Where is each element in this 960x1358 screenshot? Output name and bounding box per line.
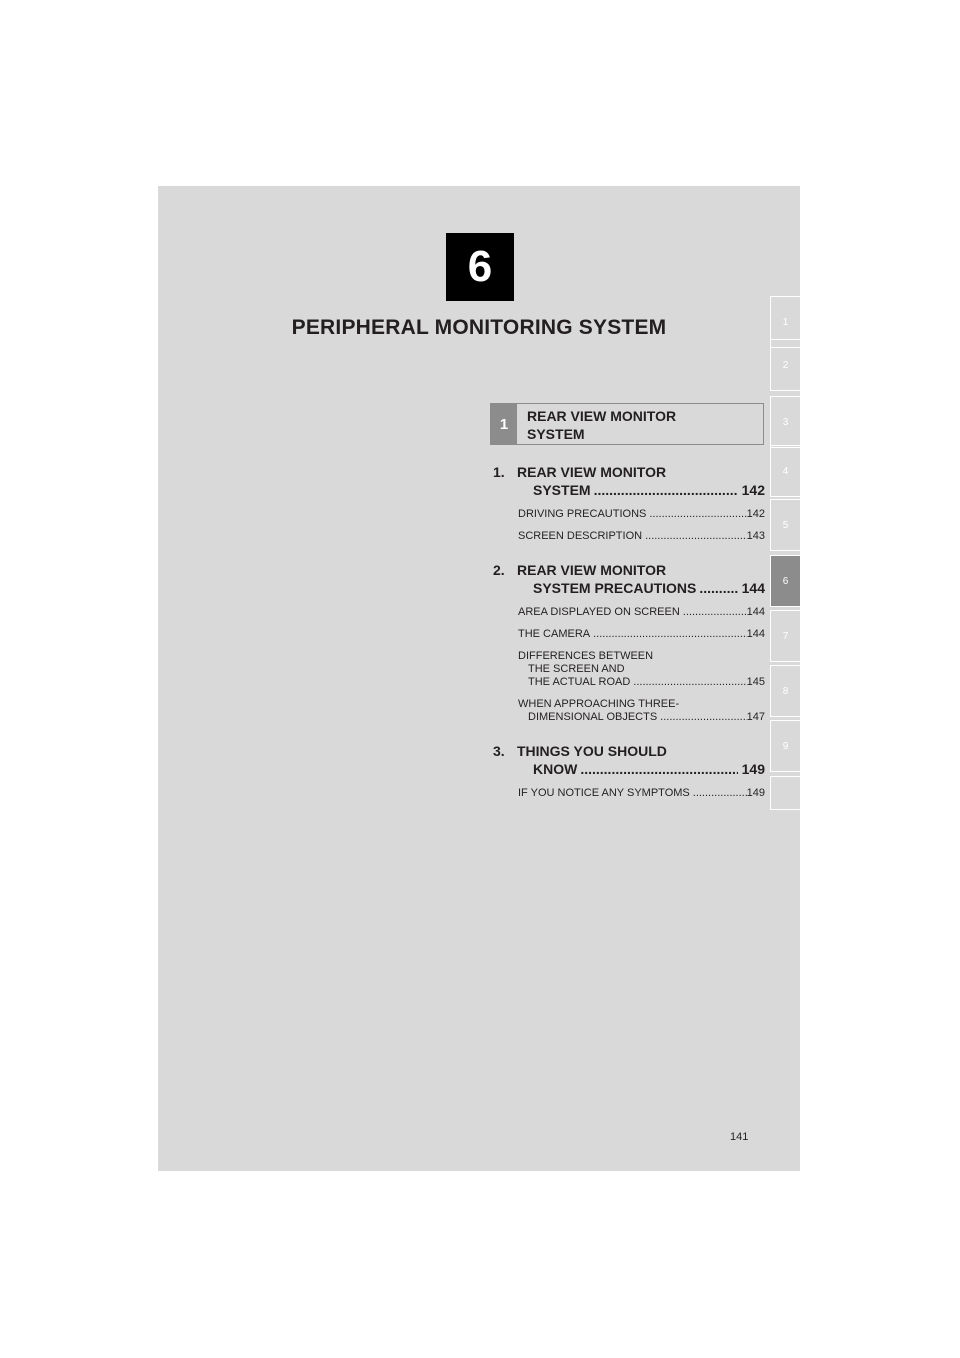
- toc-entry-title-line2: SYSTEM: [533, 482, 591, 498]
- toc-subentry[interactable]: [493, 606, 765, 619]
- dot-leader: [630, 676, 746, 689]
- toc-subentry-title: DRIVING PRECAUTIONS: [518, 508, 647, 520]
- toc-entry-2[interactable]: [493, 561, 765, 597]
- toc-subentry-page: 143: [746, 530, 765, 542]
- toc-subentry-page: 144: [746, 606, 765, 618]
- tab-5[interactable]: 5: [770, 499, 800, 551]
- toc-subentry-title-line3: THE ACTUAL ROAD: [528, 676, 631, 688]
- toc-page: 149: [741, 761, 765, 777]
- dot-leader: [680, 606, 747, 619]
- table-of-contents: [493, 463, 765, 800]
- dot-leader: [690, 787, 747, 800]
- toc-subentry-title: AREA DISPLAYED ON SCREEN: [518, 606, 680, 618]
- toc-subentry-page: 149: [746, 787, 765, 799]
- tab-8[interactable]: 8: [770, 665, 800, 717]
- toc-subentry-page: 142: [746, 508, 765, 520]
- tab-2[interactable]: 2: [770, 339, 800, 391]
- tab-4[interactable]: 4: [770, 445, 800, 497]
- toc-entry-title-line1: REAR VIEW MONITOR: [517, 464, 667, 480]
- section-header: [490, 403, 764, 445]
- toc-subentry[interactable]: [493, 628, 765, 641]
- toc-entry-3[interactable]: [493, 742, 765, 778]
- chapter-number-box: [446, 233, 514, 301]
- toc-entry-title-line1: REAR VIEW MONITOR: [517, 562, 667, 578]
- toc-subentry-page: 147: [746, 711, 765, 723]
- tab-3[interactable]: 3: [770, 396, 800, 448]
- tab-1[interactable]: 1: [770, 296, 800, 348]
- toc-entry-title-line1: THINGS YOU SHOULD: [517, 743, 667, 759]
- toc-subentry[interactable]: [493, 530, 765, 543]
- toc-entry-title-line2: SYSTEM PRECAUTIONS: [533, 580, 697, 596]
- toc-entry-number: 3.: [493, 743, 505, 759]
- toc-subentry-title-line2: THE SCREEN AND: [528, 663, 625, 675]
- toc-entry-number: 2.: [493, 562, 505, 578]
- section-number: 1: [491, 404, 517, 444]
- section-title: REAR VIEW MONITOR SYSTEM: [527, 408, 677, 442]
- toc-subentry-title: IF YOU NOTICE ANY SYMPTOMS: [518, 787, 690, 799]
- dot-leader: [577, 760, 737, 778]
- toc-subentry-title-line1: DIFFERENCES BETWEEN: [518, 650, 654, 662]
- tab-9[interactable]: 9: [770, 720, 800, 772]
- toc-subentry[interactable]: [493, 698, 765, 724]
- toc-entry-1[interactable]: [493, 463, 765, 499]
- page-number: 141: [730, 1131, 749, 1143]
- tab-7[interactable]: 7: [770, 610, 800, 662]
- toc-subentry[interactable]: [493, 787, 765, 800]
- dot-leader: [646, 508, 746, 521]
- toc-subentry-title-line2: DIMENSIONAL OBJECTS: [528, 711, 658, 723]
- toc-subentry-page: 144: [746, 628, 765, 640]
- toc-subentry-title: SCREEN DESCRIPTION: [518, 530, 643, 542]
- toc-entry-title-line2: KNOW: [533, 761, 578, 777]
- dot-leader: [696, 579, 737, 597]
- toc-subentry-title: THE CAMERA: [518, 628, 591, 640]
- tab-10[interactable]: [770, 776, 800, 810]
- dot-leader: [657, 711, 746, 724]
- toc-subentry-title-line1: WHEN APPROACHING THREE-: [518, 698, 680, 710]
- toc-entry-number: 1.: [493, 464, 505, 480]
- dot-leader: [642, 530, 747, 543]
- chapter-title: PERIPHERAL MONITORING SYSTEM: [291, 316, 667, 339]
- chapter-number: 6: [467, 242, 493, 291]
- tab-6[interactable]: 6: [770, 555, 800, 607]
- toc-subentry[interactable]: [493, 508, 765, 521]
- toc-page: 142: [741, 482, 765, 498]
- dot-leader: [591, 481, 738, 499]
- toc-page: 144: [741, 580, 765, 596]
- toc-subentry-page: 145: [746, 676, 765, 688]
- toc-subentry[interactable]: [493, 650, 765, 689]
- dot-leader: [590, 628, 747, 641]
